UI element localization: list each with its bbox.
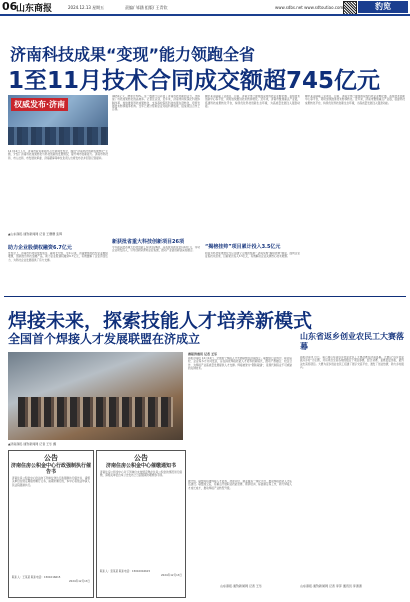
subhead-major-projects: 新获批省重大科技创新项目26项 [112, 239, 184, 245]
notice-1-title: 公告 [44, 454, 58, 462]
lead-kicker: 济南科技成果“变现”能力领跑全省 [10, 45, 256, 64]
lead-photo-caption: ▲山东商报·速豹新闻网 记者 王珊珊 张辉 [8, 232, 63, 236]
group-photo-people [18, 397, 173, 427]
notice-2-contact: 联系人：张某某 联系电话：15010016615 [100, 570, 151, 573]
notice-2-date: 2024年12月13日 [161, 574, 182, 577]
lead-headline: 1至11月技术合同成交额超745亿元 [8, 68, 381, 94]
lead-column-right: 魏中某关联联工业项目，目前，济南全市已建成国家级科技企业孵化器、省级技术创新中心等平台，同时加快推进技术转移转化。近年来，济南市聚焦重点产业链，搭建科技成果转化平台，持续优化科技创新生态环境，为高质量发展注入强劲动能。 [305, 95, 405, 105]
side-story-credit: 山东商报·速豹新闻网 记者 李萍 通讯员 李清清 [300, 584, 362, 588]
notice-1 [8, 450, 94, 598]
story2-body-1: 商报济南讯 12月12日，全国首个焊接人才发展联盟在济南成立。联盟由行业协会、职业院校、企业等多方共同发起，旨在探索焊接技能人才培养的新模式，推动产教融合、校企合作，为焊接产业高质量发展提供人才支撑。焊接被誉为“钢铁裁缝”，是现代制造业不可或缺的关键技术。 [188, 357, 292, 370]
app-qr-block [305, 95, 405, 225]
section-label: 豹览 [375, 2, 391, 11]
issue-date: 2024.12.13 星期五 [68, 5, 105, 10]
story2-body-2: 据介绍，联盟将搭建焊接人才培养、技能评价、就业服务一体化平台，推动焊接技能人才队伍建设。联盟成立后，将重点开展职业技能竞赛、师资培训、标准制定等工作，助力焊接人才成长成才，推动焊接产业转型升级。 [188, 480, 292, 490]
section-divider [4, 296, 406, 297]
story2-byline: 商报济南讯 记者 王乐 [188, 352, 218, 356]
subhead-financing: 助力企业股债权融资6.7亿元 [8, 245, 72, 251]
notice-1-subtitle: 济南住房公积金中心行政强制执行催告书 [11, 463, 92, 475]
side-story-headline [300, 332, 404, 352]
qr-code-icon [343, 1, 357, 15]
authority-badge [11, 98, 68, 111]
notice-1-body: 济南住房公积金中心依法向下列单位送达行政强制执行催告书，请相关单位在规定期限内履行义务，逾期未履行的，本中心将依法申请人民法院强制执行。 [12, 477, 90, 487]
story2-photo-caption: ▲济南商报·速豹新闻网 记者 王乐 摄 [8, 442, 57, 446]
notice-1-date: 2024年12月13日 [69, 580, 90, 583]
side-story-title: 山东省返乡创业农民工大赛落幕 [300, 332, 404, 351]
notice-2-subtitle: 济南住房公积金中心催缴通知书 [105, 463, 176, 469]
lead-column-3: 魏中某关联联工业项目，目前，济南全市已建成国家级科技企业孵化器、省级技术创新中心等平台，同时加快推进技术转移转化。近年来，济南市聚焦重点产业链，搭建科技成果转化平台，持续优化科技创新生态环境，为高质量发展注入强劲动能。 [205, 95, 300, 108]
subhead-unveil-list: “揭榜挂帅”项目累计投入3.5亿元 [205, 244, 281, 250]
lead-column-6: 如何为科技成果转化与应用建立合理的机制？济南实施“揭榜挂帅”制度，面向企业征集技术需求，目前累计投入3.5亿元，有效解决企业关键核心技术难题。 [205, 252, 300, 259]
page-number: 06 [2, 0, 18, 13]
story2-subhead: 全国首个焊接人才发展联盟在济成立 [8, 332, 201, 346]
notice-2-title: 公告 [134, 454, 148, 462]
section-tag [358, 1, 408, 13]
notice-1-contact: 联系人：王某某 联系电话：1501016615 [12, 576, 61, 579]
lead-column-4: 发布会上，济南市科技局党组成员、副局长介绍，今年以来，济南聚焦科技型企业融资难题，创新推出科技金融产品，助力企业股债权融资6.7亿元，有效缓解了企业资金压力，为科技企业发展提供了有力支撑。 [8, 252, 108, 262]
lead-column-1: 12月12日下午，济南市政府新闻办召开新闻发布会，围绕“济南科技创新成果转化”主题，介绍了济南科技成果转化与科技创新的发展情况，提升城市创新能力。济南市科技局、市人社局、市发展改革委、济南超算等单位负责人出席发布会并回答记者提问。 [8, 150, 108, 160]
notice-2-body: 济南住房公积金中心对下列单位未按规定缴存住房公积金的情况进行催缴，请相关单位自本公告发布之日起限期办理缴存手续。 [100, 471, 182, 478]
masthead-rule [0, 14, 410, 16]
editor-credit: 责编/ 邹涵 组版/ 王青钦 [125, 5, 168, 10]
side-story-body: 商报济南讯 近日，第六届山东省返乡创业农民工大赛决赛在济南落幕。大赛以“返乡创业 振兴乡村”为主题，共有来自全省各地的数百个项目参赛，经过初赛、复赛层层选拔，最终决出获奖项目。大赛为返乡创业农民工搭建了展示交流平台，激发了创业热情，助力乡村振兴。 [300, 356, 404, 369]
website-url: www.sdbs.net www.sdtoutiao.com [275, 5, 344, 10]
paper-name: 山东商报 [16, 4, 53, 14]
badge-label: 权威发布·济南 [14, 100, 66, 109]
story2-photo [8, 352, 183, 440]
lead-column-5: 今年新获批省重大科技创新工程项目26项，获省级补助资金1.02亿元，带动企业研发投入，引导创新资源向企业集聚，推动产业链创新链深度融合。 [112, 246, 200, 253]
city-skyline-image [8, 127, 108, 145]
notice-2 [96, 450, 186, 598]
lead-photo [8, 95, 108, 145]
lead-column-2: 40/51亿元，增速达70%。这一数据不仅彰显了济南科技创新的活力，也体现了科技成果转化的高效率。记者注意到，近年来，济南市持续深化科技体制改革，加快推进科技成果转化，支持高校院所科技成果在济转化，培育发展技术转移服务机构。全年已累计帮助企业对接科研成果、促成项目合作上百项。 [112, 95, 200, 112]
story2-headline: 焊接未来，探索技能人才培养新模式 [8, 310, 313, 332]
story2-credit: 山东商报·速豹新闻网 记者 王乐 [220, 584, 262, 588]
masthead [0, 0, 410, 14]
